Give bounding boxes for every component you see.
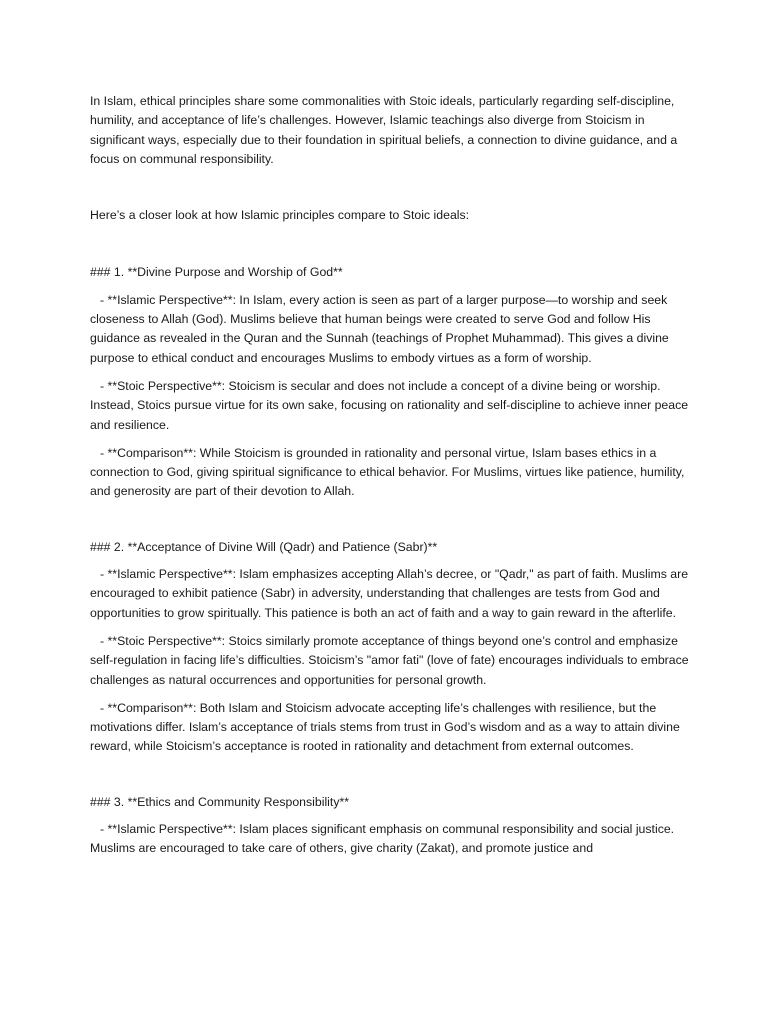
section-heading: ### 2. **Acceptance of Divine Will (Qadr) and Patience (Sabr)**: [90, 539, 438, 554]
bullet-islamic-perspective: - **Islamic Perspective**: Islam places significant emphasis on communal responsibility and social justice. Muslims are encouraged to take care of others, give charity (Zakat), and promote justice and: [90, 822, 675, 856]
section-3: [90, 793, 690, 859]
bullet-islamic-perspective: - **Islamic Perspective**: Islam emphasizes accepting Allah’s decree, or "Qadr," as part of faith. Muslims are encouraged to exhibit patience (Sabr) in adversity, understanding that challenges are tests from God and opportunities to grow spiritually. This patience is both an act of faith and a way to gain reward in the afterlife.: [90, 567, 689, 620]
section-1: [90, 263, 690, 501]
bullet-comparison: - **Comparison**: While Stoicism is grounded in rationality and personal virtue, Islam bases ethics in a connection to God, giving spiritual significance to ethical behavior. For Muslims, virtues like patience, humility, and generosity are part of their devotion to Allah.: [90, 445, 685, 499]
intro-paragraph: In Islam, ethical principles share some commonalities with Stoic ideals, particularly regarding self-discipline, humility, and acceptance of life’s challenges. However, Islamic teachings also diverge from Stoicism in significant ways, especially due to their foundation in spiritual beliefs, a connection to divine guidance, and a focus on communal responsibility.: [90, 94, 678, 166]
section-2: [90, 538, 690, 757]
bullet-comparison: - **Comparison**: Both Islam and Stoicism advocate accepting life’s challenges with resilience, but the motivations differ. Islam’s acceptance of trials stems from trust in God’s wisdom and as a way to attain divine reward, while Stoicism’s acceptance is rooted in rationality and detachment from external outcomes.: [90, 700, 680, 754]
section-heading: ### 3. **Ethics and Community Responsibility**: [90, 794, 350, 809]
section-heading: ### 1. **Divine Purpose and Worship of God**: [90, 265, 343, 280]
bullet-stoic-perspective: - **Stoic Perspective**: Stoics similarly promote acceptance of things beyond one’s control and emphasize self-regulation in facing life’s difficulties. Stoicism’s "amor fati" (love of fate) encourages individuals to embrace challenges as natural occurrences and opportunities for personal growth.: [90, 633, 689, 687]
bullet-islamic-perspective: - **Islamic Perspective**: In Islam, every action is seen as part of a larger purpose—to worship and seek closeness to Allah (God). Muslims believe that human beings were created to serve God and follow His guidance as revealed in the Quran and the Sunnah (teachings of Prophet Muhammad). This gives a divine purpose to ethical conduct and encourages Muslims to embody virtues as a form of worship.: [90, 292, 669, 365]
document-page: [90, 92, 690, 859]
bullet-stoic-perspective: - **Stoic Perspective**: Stoicism is secular and does not include a concept of a divine being or worship. Instead, Stoics pursue virtue for its own sake, focusing on rationality and self-discipline to achieve inner peace and resilience.: [90, 378, 689, 432]
lead-paragraph: Here’s a closer look at how Islamic principles compare to Stoic ideals:: [90, 208, 470, 223]
